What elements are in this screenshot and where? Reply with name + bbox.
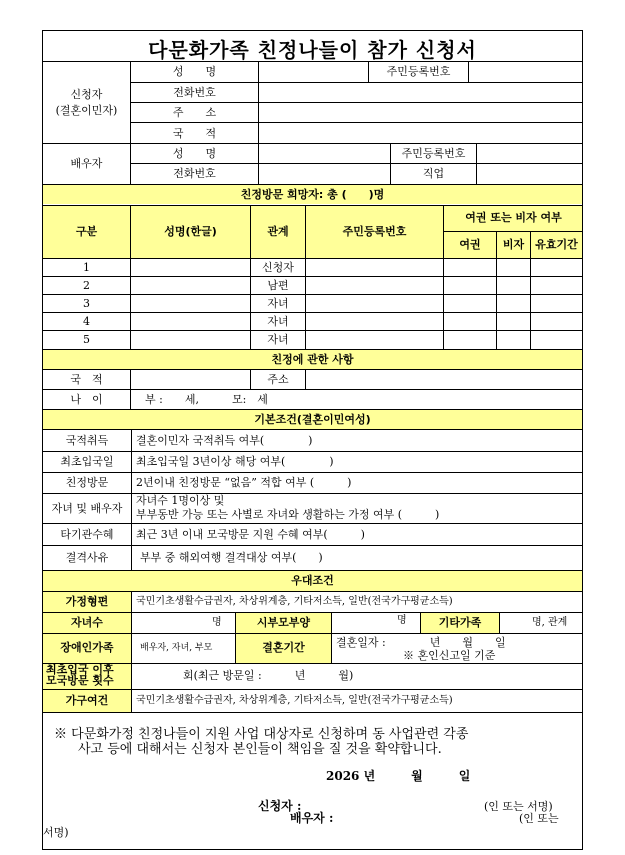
married-note: ※ 혼인신고일 기준 xyxy=(403,649,496,662)
row-no: 4 xyxy=(83,315,90,328)
visits-label: 최초입국 이후 xyxy=(46,663,114,676)
row-no: 5 xyxy=(83,333,90,346)
disabled-text: 배우자, 자녀, 부모 xyxy=(140,643,213,653)
row-relation: 신청자 xyxy=(262,261,294,274)
conditions-text: 국민기초생활수급권자, 차상위계층, 기타저소득, 일반(전국가구평균소득) xyxy=(136,695,453,706)
basic-text: 부부동반 가능 또는 사별로 자녀와 생활하는 가정 여부 ( ) xyxy=(136,508,440,521)
col-name: 성명(한글) xyxy=(164,225,217,238)
applicant-sign-label: 신청자 : xyxy=(258,799,302,813)
family-heading: 친정에 관한 사항 xyxy=(271,353,354,366)
col-valid: 유효기간 xyxy=(535,238,578,251)
spouse-phone-label: 전화번호 xyxy=(173,167,216,180)
other-label: 기타가족 xyxy=(438,616,482,629)
family-age-value: 부 : 세, 모: 세 xyxy=(145,393,268,406)
row-no: 1 xyxy=(83,261,90,274)
spouse-label: 배우자 xyxy=(70,157,103,170)
applicant-name-label: 성 명 xyxy=(172,65,217,78)
parents-unit: 명 xyxy=(397,615,407,626)
basic-heading: 기본조건(결혼이민여성) xyxy=(254,413,371,426)
col-relation: 관계 xyxy=(267,225,289,238)
basic-label: 국적취득 xyxy=(65,434,109,447)
col-rrn: 주민등록번호 xyxy=(342,225,407,238)
form-title: 다문화가족 친정나들이 참가 신청서 xyxy=(148,38,477,62)
basic-text: 최초입국일 3년이상 해당 여부( ) xyxy=(136,455,334,468)
applicant-label: 신청자 xyxy=(70,88,103,101)
family-address-label: 주소 xyxy=(267,373,289,386)
notice-line-2: 사고 등에 대해서는 신청자 본인들이 책임을 질 것을 확약합니다. xyxy=(78,742,442,757)
row-relation: 자녀 xyxy=(267,297,289,310)
disabled-label: 장애인가족 xyxy=(60,641,114,654)
basic-label: 타기관수혜 xyxy=(60,528,114,541)
row-relation: 자녀 xyxy=(267,315,289,328)
family-age-label: 나 이 xyxy=(70,393,103,406)
visitors-heading: 친정방문 희망자: 총 ( )명 xyxy=(240,188,385,201)
conditions-label: 가구여건 xyxy=(65,694,109,707)
notice-line-1: ※ 다문화가정 친정나들이 지원 사업 대상자로 신청하며 동 사업관련 각종 xyxy=(54,727,469,742)
applicant-sign-hint: (인 또는 서명) xyxy=(484,800,553,813)
basic-text: 자녀수 1명이상 및 xyxy=(136,494,225,507)
basic-text: 부부 중 해외여행 결격대상 여부( ) xyxy=(140,551,323,564)
col-passport: 여권 xyxy=(459,238,481,251)
col-passport-group: 여권 또는 비자 여부 xyxy=(465,211,562,224)
signature-date: 2026 년 월 일 xyxy=(326,769,471,783)
spouse-sign-hint-2: 서명) xyxy=(43,826,69,839)
spouse-name-label: 성 명 xyxy=(172,147,217,160)
applicant-rrn-label: 주민등록번호 xyxy=(386,65,451,78)
other-unit: 명, 관계 xyxy=(532,617,568,628)
married-text: 결혼일자 : 년 월 일 xyxy=(336,636,506,649)
household-text: 국민기초생활수급권자, 차상위계층, 기타저소득, 일반(전국가구평균소득) xyxy=(136,596,453,607)
priority-heading: 우대조건 xyxy=(291,574,334,587)
basic-text: 최근 3년 이내 모국방문 지원 수혜 여부( ) xyxy=(136,528,365,541)
applicant-nationality-label: 국 적 xyxy=(172,127,217,140)
basic-label: 자녀 및 배우자 xyxy=(51,502,123,515)
applicant-sublabel: (결혼이민자) xyxy=(55,104,118,117)
basic-label: 친정방문 xyxy=(65,476,109,489)
basic-label: 결격사유 xyxy=(65,551,109,564)
family-nationality-label: 국 적 xyxy=(70,373,103,386)
basic-label: 최초입국일 xyxy=(60,455,114,468)
row-relation: 자녀 xyxy=(267,333,289,346)
visits-label-2: 모국방문 횟수 xyxy=(46,674,114,687)
children-unit: 명 xyxy=(212,617,222,628)
married-label: 결혼기간 xyxy=(262,641,305,654)
applicant-phone-label: 전화번호 xyxy=(173,86,216,99)
spouse-sign-label: 배우자 : xyxy=(290,811,334,825)
row-relation: 남편 xyxy=(267,279,289,292)
col-no: 구분 xyxy=(75,225,98,238)
visits-text: 회(최근 방문일 : 년 월) xyxy=(183,669,354,682)
parents-label: 시부모부양 xyxy=(256,616,311,629)
row-no: 3 xyxy=(83,297,90,310)
children-label: 자녀수 xyxy=(71,616,103,629)
spouse-sign-hint: (인 또는 xyxy=(519,812,559,825)
applicant-address-label: 주 소 xyxy=(172,106,217,119)
spouse-rrn-label: 주민등록번호 xyxy=(401,147,466,160)
basic-text: 2년이내 친정방문 “없음” 적합 여부 ( ) xyxy=(136,476,352,489)
spouse-job-label: 직업 xyxy=(422,167,445,180)
col-visa: 비자 xyxy=(502,238,525,251)
row-no: 2 xyxy=(83,279,90,292)
basic-text: 결혼이민자 국적취득 여부( ) xyxy=(136,434,313,447)
household-label: 가정형편 xyxy=(65,595,109,608)
